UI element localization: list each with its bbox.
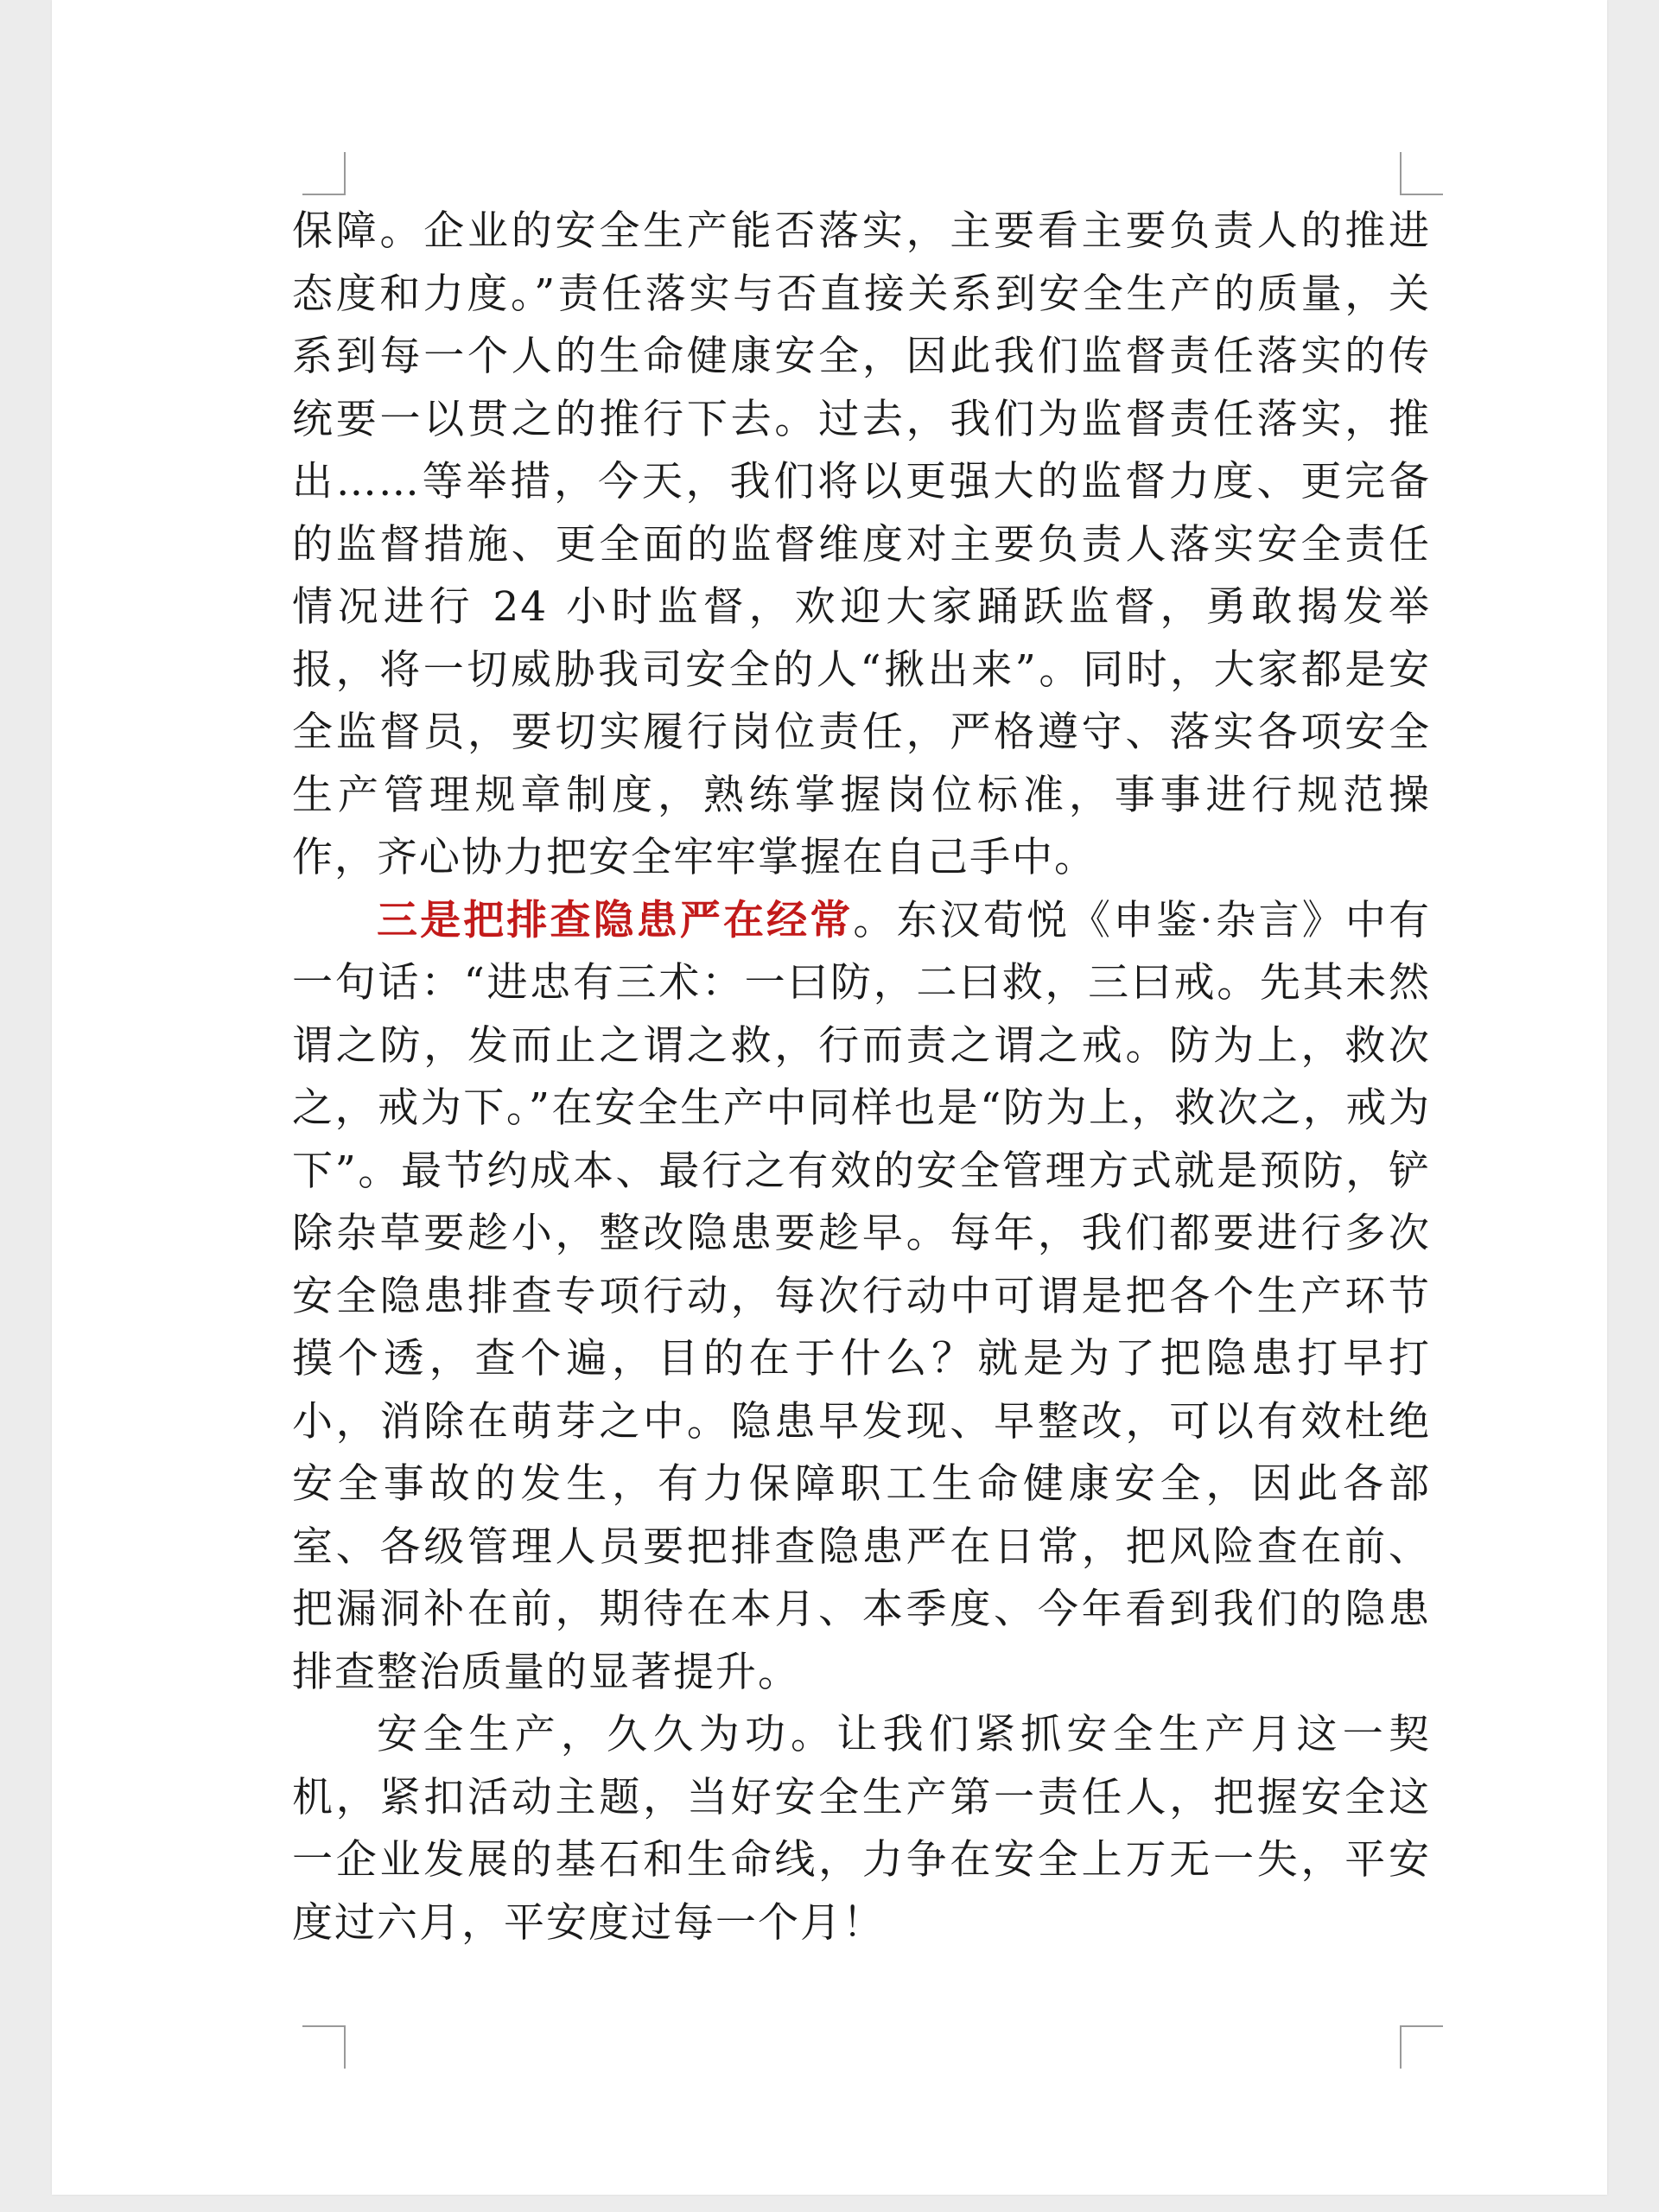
paragraph-third-point <box>292 890 1431 1705</box>
crop-mark-top-left <box>302 152 346 195</box>
crop-mark-bottom-left <box>302 2025 346 2069</box>
paragraph-body: 。东汉荀悦《申鉴·杂言》中有一句话：“进忠有三术：一曰防，二曰救，三曰戒。先其未然谓之防，发而止之谓之救，行而责之谓之戒。防为上，救次之，戒为下。”在安全生产中同样也是“防为上，救次之，戒为下”。最节约成本、最行之有效的安全管理方式就是预防，铲除杂草要趁小，整改隐患要趁早。每年，我们都要进行多次安全隐患排查专项行动，每次行动中可谓是把各个生产环节摸个透，查个遍，目的在于什么？就是为了把隐患打早打小，消除在萌芽之中。隐患早发现、早整改，可以有效杜绝安全事故的发生，有力保障职工生命健康安全，因此各部室、各级管理人员要把排查隐患严在日常，把风险查在前、把漏洞补在前，期待在本月、本季度、今年看到我们的隐患排查整治质量的显著提升。 <box>292 896 1431 1696</box>
crop-mark-bottom-right <box>1400 2025 1443 2069</box>
document-page <box>52 0 1607 2195</box>
paragraph-continuation: 保障。企业的安全生产能否落实，主要看主要负责人的推进态度和力度。”责任落实与否直接关系到安全生产的质量，关系到每一个人的生命健康安全，因此我们监督责任落实的传统要一以贯之的推行下去。过去，我们为监督责任落实，推出……等举措，今天，我们将以更强大的监督力度、更完备的监督措施、更全面的监督维度对主要负责人落实安全责任情况进行 24 小时监督，欢迎大家踊跃监督，勇敢揭发举报，将一切威胁我司安全的人“揪出来”。同时，大家都是安全监督员，要切实履行岗位责任，严格遵守、落实各项安全生产管理规章制度，熟练掌握岗位标准，事事进行规范操作，齐心协力把安全牢牢掌握在自己手中。 <box>292 207 1431 881</box>
paragraph-conclusion: 安全生产，久久为功。让我们紧抓安全生产月这一契机，紧扣活动主题，当好安全生产第一责任人，把握安全这一企业发展的基石和生命线，力争在安全上万无一失，平安度过六月，平安度过每一个月！ <box>292 1711 1431 1947</box>
paragraph-heading-highlight: 三是把排查隐患严在经常 <box>377 896 854 944</box>
document-body <box>292 200 1431 1955</box>
crop-mark-top-right <box>1400 152 1443 195</box>
